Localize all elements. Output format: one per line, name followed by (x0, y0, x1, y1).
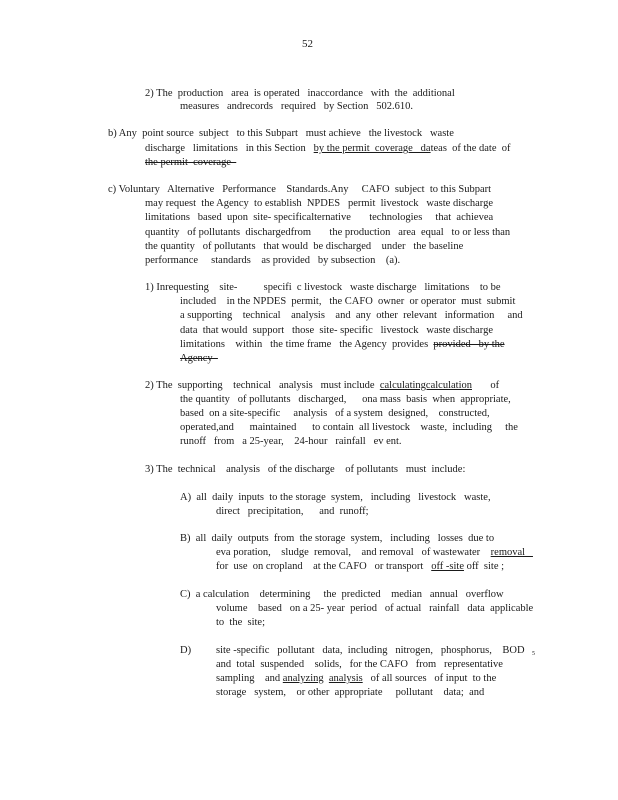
text-line (216, 603, 533, 615)
text-segment: 2) The production area is operated inaccordance with the additional (145, 88, 455, 99)
text-segment: to the site; (216, 617, 265, 628)
text-segment: may request the Agency to establish NPDES permit livestock waste discharge (145, 198, 493, 209)
text-line (145, 282, 501, 294)
text-segment: of (471, 380, 500, 391)
text-segment: a supporting technical analysis and any other relevant information and (180, 310, 523, 321)
text-line (180, 533, 494, 545)
inserted-text: by the permit coverage da (313, 143, 431, 154)
text-segment: of all sources of input to the (362, 673, 497, 684)
text-segment: 1) Inrequesting site- specifi c livestock waste discharge limitations to be (145, 282, 501, 293)
text-segment: volume based on a 25- year period of actual rainfall data applicable (216, 603, 534, 614)
text-segment: limitations based upon site- specificalternative technologies that achievea (145, 212, 494, 223)
text-line (145, 198, 493, 210)
text-segment: sampling and (216, 673, 283, 684)
text-line (145, 157, 236, 169)
deleted-text: the permit coverage (145, 157, 237, 168)
text-segment: discharge limitations in this Section (145, 143, 314, 154)
text-line (216, 547, 533, 559)
inserted-text: calculatingcalculation (379, 380, 472, 391)
text-line (145, 380, 499, 392)
text-line (180, 325, 493, 337)
text-segment: C) a calculation determining the predicted median annual overflow (180, 589, 504, 600)
text-segment: the quantity of pollutants discharged, ona mass basis when appropriate, (180, 394, 511, 405)
text-segment: off site ; (463, 561, 505, 572)
text-line (108, 128, 454, 140)
text-line (180, 310, 523, 322)
text-line (216, 645, 525, 657)
text-segment: c) Voluntary Alternative Performance Standards.Any CAFO subject to this Subpart (108, 184, 492, 195)
deleted-text: provided by the (433, 339, 505, 350)
text-segment: site -specific pollutant data, including nitrogen, phosphorus, BOD (216, 645, 525, 656)
text-segment: storage system, or other appropriate pollutant data; and (216, 687, 485, 698)
text-segment: direct precipitation, and runoff; (216, 506, 369, 517)
text-line (216, 506, 369, 518)
text-line (145, 464, 465, 476)
text-segment: and total suspended solids, for the CAFO from representative (216, 659, 503, 670)
text-line (145, 212, 493, 224)
text-line (180, 339, 505, 351)
text-line (180, 589, 504, 601)
text-segment: runoff from a 25-year, 24-hour rainfall ev ent. (180, 436, 402, 447)
text-line (145, 143, 510, 155)
text-line (145, 255, 400, 267)
page-number: 52 (302, 38, 313, 50)
inserted-text: removal (490, 547, 533, 558)
text-line (145, 241, 463, 253)
text-line (145, 88, 455, 100)
text-line (216, 659, 503, 671)
text-line (180, 422, 518, 434)
text-line (180, 296, 515, 308)
text-segment: the quantity of pollutants that would be discharged under the baseline (145, 241, 464, 252)
text-line (180, 394, 511, 406)
text-segment: teas of the date of (430, 143, 511, 154)
text-segment: measures andrecords required by Section 502.610. (180, 101, 413, 112)
text-line (180, 492, 491, 504)
text-segment: 5 (532, 651, 535, 657)
text-segment: quantity of pollutants dischargedfrom the production area equal to or less than (145, 227, 511, 238)
text-segment: A) all daily inputs to the storage system, including livestock waste, (180, 492, 491, 503)
text-segment: performance standards as provided by subsection (a). (145, 255, 401, 266)
text-segment: 3) The technical analysis of the discharge of pollutants must include: (145, 464, 466, 475)
text-line (180, 408, 490, 420)
inserted-text: off -site (431, 561, 464, 572)
text-line (180, 353, 218, 365)
text-line (145, 227, 510, 239)
text-segment: data that would support those site- specific livestock waste discharge (180, 325, 493, 336)
text-segment: B) all daily outputs from the storage system, including losses due to (180, 533, 495, 544)
deleted-text: Agency (180, 353, 218, 364)
text-line (216, 687, 484, 699)
text-segment: included in the NPDES permit, the CAFO owner or operator must submit (180, 296, 516, 307)
text-line (108, 184, 491, 196)
text-line (180, 101, 413, 113)
text-line (216, 561, 504, 573)
text-segment: eva poration, sludge removal, and removal of wastewater (216, 547, 491, 558)
text-line (532, 651, 535, 658)
text-segment: 2) The supporting technical analysis must include (145, 380, 380, 391)
text-segment: based on a site-specific analysis of a system designed, constructed, (180, 408, 490, 419)
text-segment: D) (180, 645, 192, 656)
inserted-text: analyzing (282, 673, 324, 684)
text-line (180, 645, 191, 657)
inserted-text: analysis (328, 673, 363, 684)
text-line (216, 617, 265, 629)
text-segment: b) Any point source subject to this Subpart must achieve the livestock waste (108, 128, 454, 139)
text-segment: limitations within the time frame the Agency provides (180, 339, 434, 350)
text-line (180, 436, 402, 448)
text-segment: for use on cropland at the CAFO or transport (216, 561, 432, 572)
text-segment: operated,and maintained to contain all livestock waste, including the (180, 422, 518, 433)
text-line (216, 673, 496, 685)
